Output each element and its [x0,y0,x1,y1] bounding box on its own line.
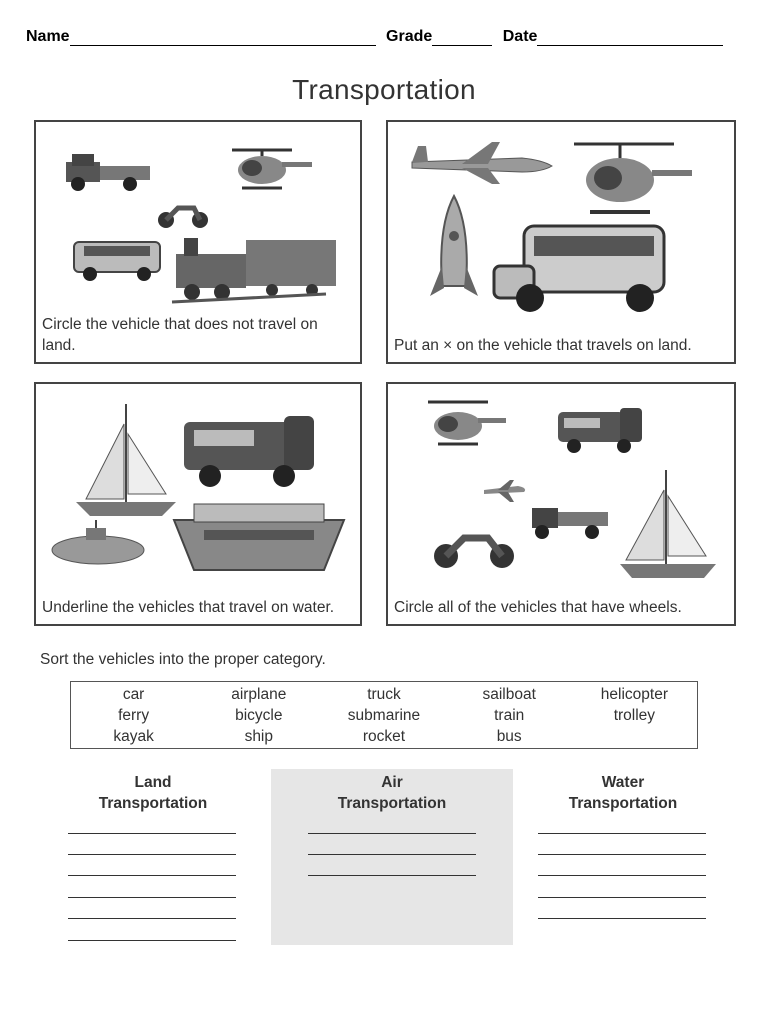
word-bank-item: truck [367,686,401,703]
worksheet-title: Transportation [292,74,476,105]
helicopter-icon[interactable] [428,402,506,444]
rocket-icon[interactable] [430,196,478,296]
word-bank-item: bus [496,728,522,745]
grade-label: Grade [386,28,433,45]
answer-line[interactable] [308,854,476,855]
word-bank-item: ferry [118,707,150,724]
land-transportation-column [32,769,274,945]
answer-line[interactable] [538,875,706,876]
water-transportation-column [502,769,744,945]
word-bank-item: submarine [347,707,421,724]
answer-line[interactable] [68,875,236,876]
word-bank-item: airplane [231,686,287,703]
answer-line[interactable] [68,854,236,855]
word-bank-item: sailboat [482,686,536,703]
helicopter-icon[interactable] [574,144,692,212]
airplane-icon[interactable] [412,142,552,184]
bus-icon[interactable] [74,242,160,281]
answer-line[interactable] [538,833,706,834]
answer-line[interactable] [308,875,476,876]
sort-instruction: Sort the vehicles into the proper category. [40,651,326,668]
word-bank-item: kayak [113,728,154,745]
panel-4-illustrations [388,384,734,624]
answer-line[interactable] [68,940,236,941]
date-label: Date [502,28,538,45]
fire-truck-icon[interactable] [184,416,314,487]
word-bank-item: train [494,707,525,724]
student-info-header [26,28,746,52]
answer-line[interactable] [68,897,236,898]
land-heading-line1: Land [134,774,172,791]
air-heading-line2: Transportation [337,795,447,812]
panel-3-illustrations [36,384,360,624]
answer-line[interactable] [538,854,706,855]
bus-icon[interactable] [494,226,664,312]
date-blank[interactable] [537,31,723,46]
panel-3-instruction: Underline the vehicles that travel on water. [42,599,335,616]
train-icon[interactable] [172,238,336,302]
panel-not-land [34,120,362,364]
word-bank-item: rocket [362,728,406,745]
air-transportation-column [271,769,513,945]
land-heading-line2: Transportation [98,795,208,812]
panel-2-instruction: Put an × on the vehicle that travels on land. [394,337,692,354]
answer-line[interactable] [538,897,706,898]
answer-line[interactable] [68,833,236,834]
sailboat-icon[interactable] [620,470,716,578]
grade-blank[interactable] [432,31,492,46]
answer-line[interactable] [538,918,706,919]
answer-line[interactable] [308,833,476,834]
word-bank-item: helicopter [600,686,668,703]
truck-icon[interactable] [66,154,150,191]
answer-line[interactable] [68,918,236,919]
submarine-icon[interactable] [52,520,144,564]
motorcycle-icon[interactable] [434,538,514,568]
airplane-icon[interactable] [484,480,525,502]
air-heading-line1: Air [381,774,403,791]
helicopter-icon[interactable] [232,150,312,188]
water-heading-line1: Water [601,774,645,791]
word-bank-item: trolley [613,707,656,724]
panel-1-instruction: Circle the vehicle that does not travel on land. [42,316,318,354]
panel-2-illustrations [388,122,734,362]
name-blank[interactable] [70,31,376,46]
truck-icon[interactable] [532,508,608,539]
panel-with-wheels [386,382,736,626]
word-bank-item: bicycle [235,707,283,724]
panel-4-instruction: Circle all of the vehicles that have wheels. [394,599,682,616]
panel-on-land [386,120,736,364]
water-heading-line2: Transportation [568,795,678,812]
ship-icon[interactable] [174,504,344,570]
panel-on-water [34,382,362,626]
sailboat-icon[interactable] [76,404,176,516]
motorcycle-icon[interactable] [158,208,208,228]
word-bank [70,681,698,749]
word-bank-item: ship [244,728,273,745]
word-bank-item: car [122,686,145,703]
fire-truck-icon[interactable] [558,408,642,453]
name-label: Name [26,28,70,45]
